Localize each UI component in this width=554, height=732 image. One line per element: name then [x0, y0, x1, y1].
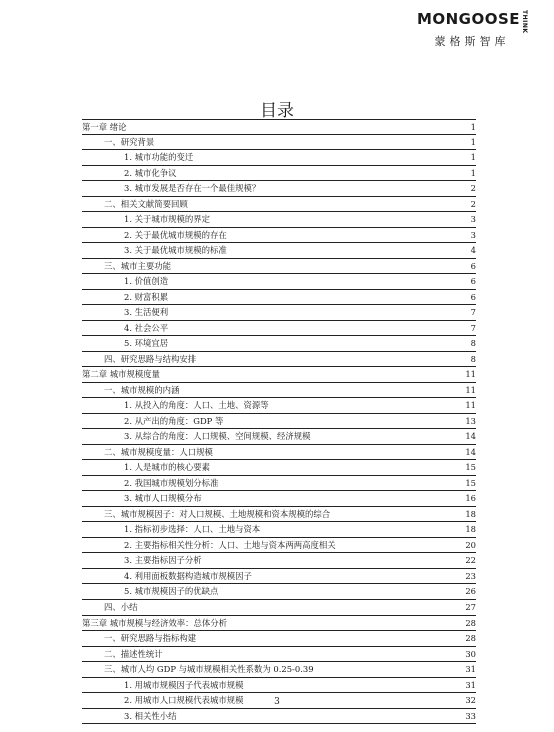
toc-entry[interactable] — [82, 600, 476, 616]
toc-entry-label: 1. 指标初步选择：人口、土地与资本 — [124, 524, 261, 535]
toc-entry-label: 三、城市主要功能 — [104, 260, 171, 271]
toc-entry-label: 3. 主要指标因子分析 — [124, 555, 202, 566]
toc-entry[interactable] — [82, 352, 476, 368]
toc-entry[interactable] — [82, 243, 476, 259]
toc-entry-label: 二、描述性统计 — [104, 648, 163, 659]
toc-entry[interactable] — [82, 259, 476, 275]
toc-entry-label: 1. 价值创造 — [124, 276, 169, 287]
toc-entry[interactable] — [82, 197, 476, 213]
toc-entry[interactable] — [82, 631, 476, 647]
toc-entry[interactable] — [82, 678, 476, 694]
toc-entry-label: 四、小结 — [104, 601, 138, 612]
toc-entry-label: 三、城市规模因子：对人口规模、土地规模和资本规模的综合 — [104, 508, 331, 519]
toc-entry-page: 15 — [465, 462, 476, 473]
toc-entry-label: 2. 城市化争议 — [124, 167, 177, 178]
toc-entry[interactable] — [82, 150, 476, 166]
toc-entry-label: 2. 财富积累 — [124, 291, 169, 302]
toc-entry-page: 4 — [470, 245, 476, 256]
toc-entry-label: 第二章 城市规模度量 — [82, 369, 161, 380]
table-of-contents — [82, 119, 476, 724]
toc-entry[interactable] — [82, 709, 476, 725]
toc-entry-page: 8 — [470, 338, 476, 349]
toc-entry-label: 3. 城市发展是否存在一个最佳规模？ — [124, 183, 261, 194]
toc-entry-page: 30 — [465, 648, 476, 659]
toc-entry-page: 7 — [470, 307, 476, 318]
toc-entry[interactable] — [82, 522, 476, 538]
toc-entry[interactable] — [82, 584, 476, 600]
toc-entry-label: 1. 用城市规模因子代表城市规模 — [124, 679, 244, 690]
toc-entry-page: 28 — [465, 633, 476, 644]
toc-entry[interactable] — [82, 491, 476, 507]
toc-entry-page: 23 — [465, 570, 476, 581]
toc-entry-page: 26 — [465, 586, 476, 597]
toc-entry-page: 33 — [465, 710, 476, 721]
toc-entry[interactable] — [82, 538, 476, 554]
toc-entry[interactable] — [82, 228, 476, 244]
brand-logo — [412, 10, 532, 50]
toc-entry[interactable] — [82, 569, 476, 585]
toc-entry[interactable] — [82, 212, 476, 228]
toc-entry[interactable] — [82, 429, 476, 445]
toc-entry-page: 28 — [465, 617, 476, 628]
toc-entry[interactable] — [82, 119, 476, 135]
toc-entry-label: 1. 人是城市的核心要素 — [124, 462, 211, 473]
toc-entry-label: 第一章 绪论 — [82, 122, 127, 132]
toc-entry-page: 22 — [465, 555, 476, 566]
toc-entry-label: 第三章 城市规模与经济效率：总体分析 — [82, 617, 228, 628]
toc-entry[interactable] — [82, 135, 476, 151]
toc-entry-label: 3. 从综合的角度：人口规模、空间规模、经济规模 — [124, 431, 311, 442]
toc-entry-label: 1. 从投入的角度：人口、土地、资源等 — [124, 400, 269, 411]
toc-entry-page: 32 — [465, 695, 476, 706]
toc-entry[interactable] — [82, 445, 476, 461]
toc-entry-label: 5. 环境宜居 — [124, 338, 169, 349]
toc-entry[interactable] — [82, 274, 476, 290]
toc-entry-page: 15 — [465, 477, 476, 488]
toc-entry[interactable] — [82, 398, 476, 414]
toc-entry-label: 3. 生活便利 — [124, 307, 169, 318]
toc-entry[interactable] — [82, 290, 476, 306]
toc-entry-label: 二、相关文献简要回顾 — [104, 198, 188, 209]
toc-entry-label: 二、城市规模度量：人口规模 — [104, 446, 213, 457]
toc-entry-page: 2 — [470, 183, 476, 194]
toc-entry-page: 11 — [465, 400, 476, 411]
toc-entry-page: 1 — [470, 167, 476, 178]
toc-entry-label: 2. 从产出的角度：GDP 等 — [124, 415, 224, 426]
page-title: 目录 — [260, 101, 294, 121]
toc-entry[interactable] — [82, 647, 476, 663]
toc-entry-page: 27 — [465, 601, 476, 612]
toc-entry[interactable] — [82, 507, 476, 523]
toc-entry[interactable] — [82, 181, 476, 197]
toc-entry[interactable] — [82, 383, 476, 399]
toc-entry-label: 一、研究思路与指标构建 — [104, 633, 197, 644]
toc-entry-label: 2. 用城市人口规模代表城市规模 — [124, 695, 244, 706]
toc-entry-page: 7 — [470, 322, 476, 333]
toc-entry[interactable] — [82, 305, 476, 321]
toc-entry-page: 2 — [470, 198, 476, 209]
toc-entry[interactable] — [82, 662, 476, 678]
toc-entry-page: 1 — [470, 136, 476, 147]
toc-entry-label: 1. 关于城市规模的界定 — [124, 214, 211, 225]
toc-entry-page: 31 — [465, 679, 476, 690]
toc-entry[interactable] — [82, 336, 476, 352]
logo-think: THINK — [521, 10, 529, 34]
toc-entry[interactable] — [82, 616, 476, 632]
logo-chinese: 蒙格斯智库 — [434, 34, 510, 48]
toc-entry-page: 20 — [465, 539, 476, 550]
toc-entry-page: 14 — [465, 446, 476, 457]
toc-entry-page: 6 — [470, 260, 476, 271]
toc-entry[interactable] — [82, 476, 476, 492]
toc-entry-page: 6 — [470, 276, 476, 287]
toc-entry-label: 1. 城市功能的变迁 — [124, 152, 194, 163]
logo-brand: MONGOOSE — [416, 10, 521, 28]
toc-entry-page: 31 — [465, 664, 476, 675]
toc-entry-label: 4. 利用面板数据构造城市规模因子 — [124, 570, 252, 581]
toc-entry-page: 11 — [465, 369, 476, 380]
toc-entry-page: 16 — [465, 493, 476, 504]
toc-entry-page: 3 — [470, 214, 476, 225]
toc-entry-page: 11 — [465, 384, 476, 395]
toc-entry[interactable] — [82, 321, 476, 337]
toc-entry-label: 5. 城市规模因子的优缺点 — [124, 586, 219, 597]
toc-entry-label: 三、城市人均 GDP 与城市规模相关性系数为 0.25-0.39 — [104, 664, 314, 675]
toc-entry-page: 14 — [465, 431, 476, 442]
toc-entry-label: 2. 主要指标相关性分析：人口、土地与资本两两高度相关 — [124, 539, 336, 550]
toc-entry[interactable] — [82, 166, 476, 182]
toc-entry-page: 3 — [470, 229, 476, 240]
toc-entry-page: 13 — [465, 415, 476, 426]
toc-entry-label: 一、研究背景 — [104, 136, 155, 147]
toc-entry[interactable] — [82, 553, 476, 569]
toc-entry-label: 2. 我国城市规模划分标准 — [124, 477, 219, 488]
toc-entry-label: 3. 关于最优城市规模的标准 — [124, 245, 227, 256]
toc-entry-label: 3. 城市人口规模分布 — [124, 493, 202, 504]
page-number: 3 — [274, 697, 280, 707]
toc-entry-label: 一、城市规模的内涵 — [104, 384, 180, 395]
toc-entry-label: 4. 社会公平 — [124, 322, 169, 333]
toc-entry[interactable] — [82, 460, 476, 476]
toc-entry-page: 18 — [465, 508, 476, 519]
toc-entry-label: 3. 相关性小结 — [124, 710, 177, 721]
toc-entry-page: 1 — [470, 122, 476, 132]
toc-entry-page: 8 — [470, 353, 476, 364]
toc-entry-page: 18 — [465, 524, 476, 535]
toc-entry-page: 1 — [470, 152, 476, 163]
toc-entry-label: 2. 关于最优城市规模的存在 — [124, 229, 227, 240]
toc-entry-page: 6 — [470, 291, 476, 302]
toc-entry[interactable] — [82, 367, 476, 383]
toc-entry-label: 四、研究思路与结构安排 — [104, 353, 197, 364]
logo-wordmark — [412, 10, 532, 34]
toc-entry[interactable] — [82, 414, 476, 430]
